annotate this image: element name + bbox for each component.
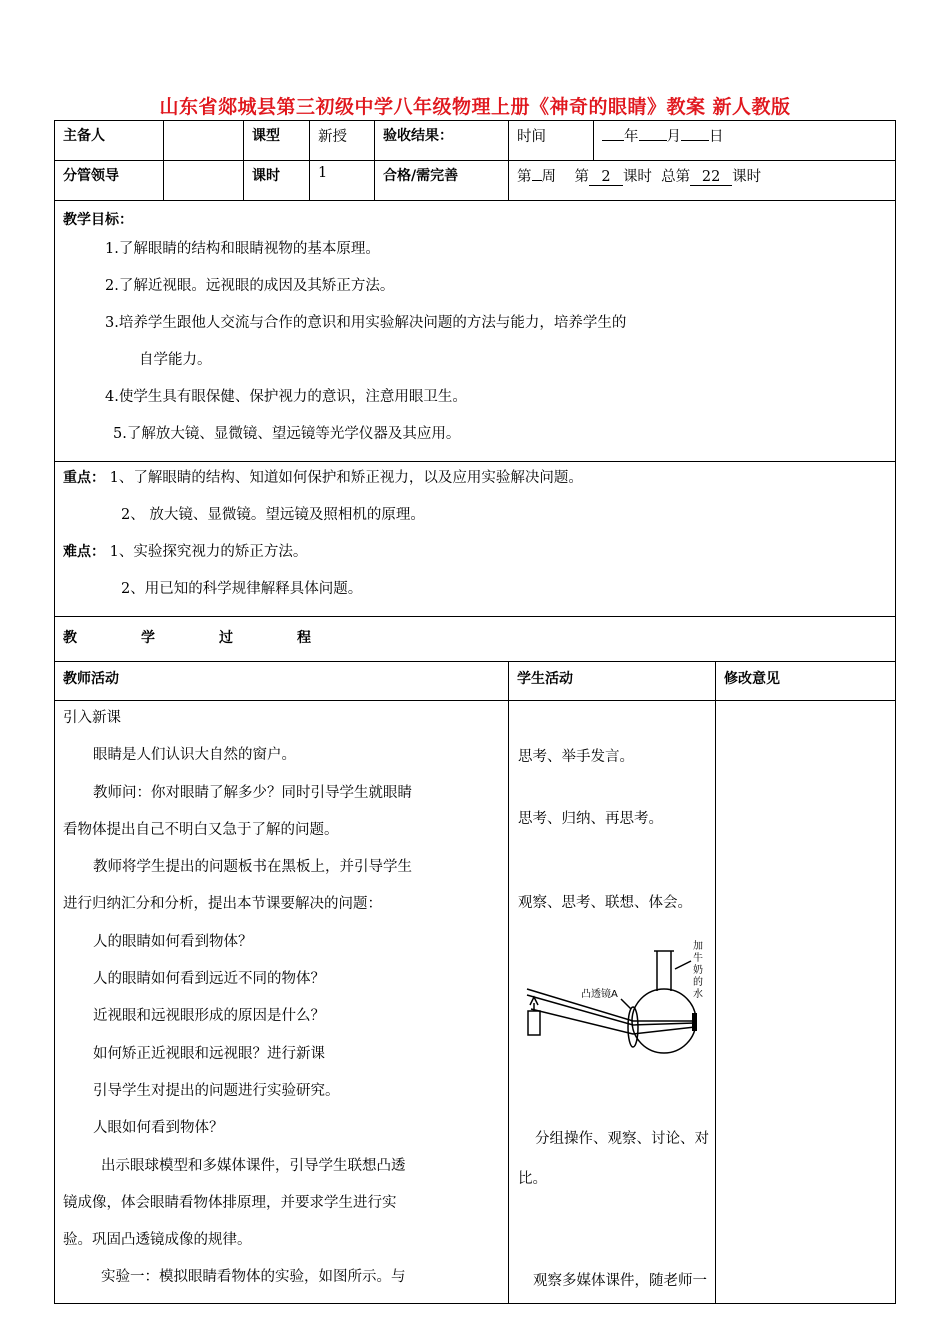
total-suffix: 课时 bbox=[732, 169, 762, 185]
process-char: 学 bbox=[141, 630, 155, 646]
objective-item: 自学能力。 bbox=[139, 352, 212, 368]
student-line: 观察多媒体课件，随老师一 bbox=[533, 1273, 707, 1289]
teacher-line: 教师问：你对眼睛了解多少？同时引导学生就眼睛 bbox=[93, 784, 412, 801]
difficulty-item: 1、实验探究视力的矫正方法。 bbox=[109, 544, 308, 560]
objective-item: 4.使学生具有眼保健、保护视力的意识，注意用眼卫生。 bbox=[105, 389, 467, 405]
difficulty-item: 2、用已知的科学规律解释具体问题。 bbox=[121, 581, 363, 597]
objective-item: 5.了解放大镜、显微镜、望远镜等光学仪器及其应用。 bbox=[113, 426, 461, 442]
teacher-line: 眼睛是人们认识大自然的窗户。 bbox=[93, 747, 296, 764]
document-title: 山东省郯城县第三初级中学八年级物理上册《神奇的眼睛》教案 新人教版 bbox=[159, 96, 791, 118]
student-column-header: 学生活动 bbox=[509, 662, 716, 701]
keypoints-heading: 重点： bbox=[63, 470, 105, 486]
teacher-line: 近视眼和远视眼形成的原因是什么？ bbox=[93, 1008, 325, 1025]
keypoints-row bbox=[55, 462, 896, 617]
student-line: 比。 bbox=[518, 1171, 547, 1187]
teacher-line: 人的眼睛如何看到远近不同的物体？ bbox=[93, 971, 325, 988]
month-label: 月 bbox=[666, 129, 681, 145]
teacher-line: 出示眼球模型和多媒体课件，引导学生联想凸透 bbox=[101, 1157, 406, 1174]
teacher-line: 教师将学生提出的问题板书在黑板上，并引导学生 bbox=[93, 859, 412, 876]
preparer-label: 主备人 bbox=[55, 121, 164, 161]
revise-column-header: 修改意见 bbox=[716, 662, 896, 701]
period-label: 课时 bbox=[244, 161, 310, 201]
flask-label-char: 奶 bbox=[693, 965, 703, 976]
teacher-line: 镜成像，体会眼睛看物体排原理，并要求学生进行实 bbox=[63, 1194, 397, 1211]
flask-label-char: 牛 bbox=[693, 953, 703, 964]
week-suffix: 周 bbox=[541, 169, 556, 185]
difficulty-line-1 bbox=[63, 542, 887, 579]
difficulties-heading: 难点： bbox=[63, 544, 105, 560]
teacher-activities bbox=[55, 701, 509, 1304]
objectives-heading: 教学目标： bbox=[63, 212, 133, 228]
keypoint-item: 1、了解眼睛的结构、知道如何保护和矫正视力，以及应用实验解决问题。 bbox=[109, 470, 583, 486]
teacher-line: 如何矫正近视眼和远视眼？进行新课 bbox=[93, 1045, 325, 1062]
date-field bbox=[594, 121, 896, 161]
teacher-line: 引导学生对提出的问题进行实验研究。 bbox=[93, 1082, 340, 1099]
objective-item: 3.培养学生跟他人交流与合作的意识和用实验解决问题的方法与能力，培养学生的 bbox=[105, 315, 627, 331]
lesson-number: 2 bbox=[589, 169, 623, 186]
header-row-1 bbox=[55, 121, 896, 161]
header-row-2 bbox=[55, 161, 896, 201]
flask-label-char: 加 bbox=[693, 941, 703, 952]
leader-label: 分管领导 bbox=[55, 161, 164, 201]
time-label: 时间 bbox=[509, 121, 594, 161]
teacher-line: 验。巩固凸透镜成像的规律。 bbox=[63, 1232, 252, 1249]
process-heading bbox=[55, 617, 896, 662]
student-line: 思考、归纳、再思考。 bbox=[518, 811, 663, 827]
objective-item: 1.了解眼睛的结构和眼睛视物的基本原理。 bbox=[105, 241, 380, 257]
lesson-count bbox=[509, 161, 896, 201]
day-label: 日 bbox=[709, 129, 724, 145]
teacher-line: 人眼如何看到物体？ bbox=[93, 1120, 224, 1137]
teacher-line: 引入新课 bbox=[63, 710, 121, 726]
keypoint-item: 2、 放大镜、显微镜。望远镜及照相机的原理。 bbox=[121, 507, 425, 523]
eye-model-figure bbox=[521, 939, 736, 1079]
type-value: 新授 bbox=[310, 121, 375, 161]
process-columns-row bbox=[55, 662, 896, 701]
process-body-row bbox=[55, 701, 896, 1304]
result-label: 验收结果： bbox=[375, 121, 509, 161]
process-char: 过 bbox=[219, 630, 233, 646]
flask-label-char: 的 bbox=[693, 977, 703, 988]
pass-label: 合格/需完善 bbox=[375, 161, 509, 201]
objective-item: 2.了解近视眼。远视眼的成因及其矫正方法。 bbox=[105, 278, 395, 294]
leader-value bbox=[164, 161, 244, 201]
process-char: 程 bbox=[297, 630, 311, 646]
week-prefix: 第 bbox=[517, 169, 532, 185]
teacher-line: 进行归纳汇分和分析，提出本节课要解决的问题： bbox=[63, 896, 382, 913]
keypoint-line-1 bbox=[63, 468, 887, 505]
keypoints-section bbox=[55, 462, 896, 617]
process-heading-row bbox=[55, 617, 896, 662]
teacher-line: 人的眼睛如何看到物体？ bbox=[93, 933, 253, 950]
total-prefix: 总第 bbox=[661, 169, 691, 185]
lesson-suffix: 课时 bbox=[622, 169, 652, 185]
flask-label-char: 水 bbox=[693, 989, 703, 1000]
student-line: 观察、思考、联想、体会。 bbox=[518, 895, 692, 911]
teacher-column-header: 教师活动 bbox=[55, 662, 509, 701]
total-number: 22 bbox=[690, 169, 732, 186]
lens-label: 凸透镜A bbox=[581, 989, 618, 1000]
student-line: 分组操作、观察、讨论、对 bbox=[535, 1131, 709, 1147]
lesson-prefix: 第 bbox=[574, 169, 589, 185]
student-activities bbox=[509, 701, 716, 1304]
teacher-line: 看物体提出自己不明白又急于了解的问题。 bbox=[63, 821, 339, 838]
revise-notes bbox=[716, 701, 896, 1304]
objectives-section bbox=[55, 201, 896, 462]
teacher-line: 实验一：模拟眼睛看物体的实验，如图所示。与 bbox=[101, 1269, 406, 1286]
type-label: 课型 bbox=[244, 121, 310, 161]
student-line: 思考、举手发言。 bbox=[518, 749, 634, 765]
process-char: 教 bbox=[63, 630, 77, 646]
period-value: 1 bbox=[310, 161, 375, 201]
lesson-plan-table bbox=[54, 120, 896, 1304]
objectives-row bbox=[55, 201, 896, 462]
year-label: 年 bbox=[624, 129, 639, 145]
preparer-value bbox=[164, 121, 244, 161]
